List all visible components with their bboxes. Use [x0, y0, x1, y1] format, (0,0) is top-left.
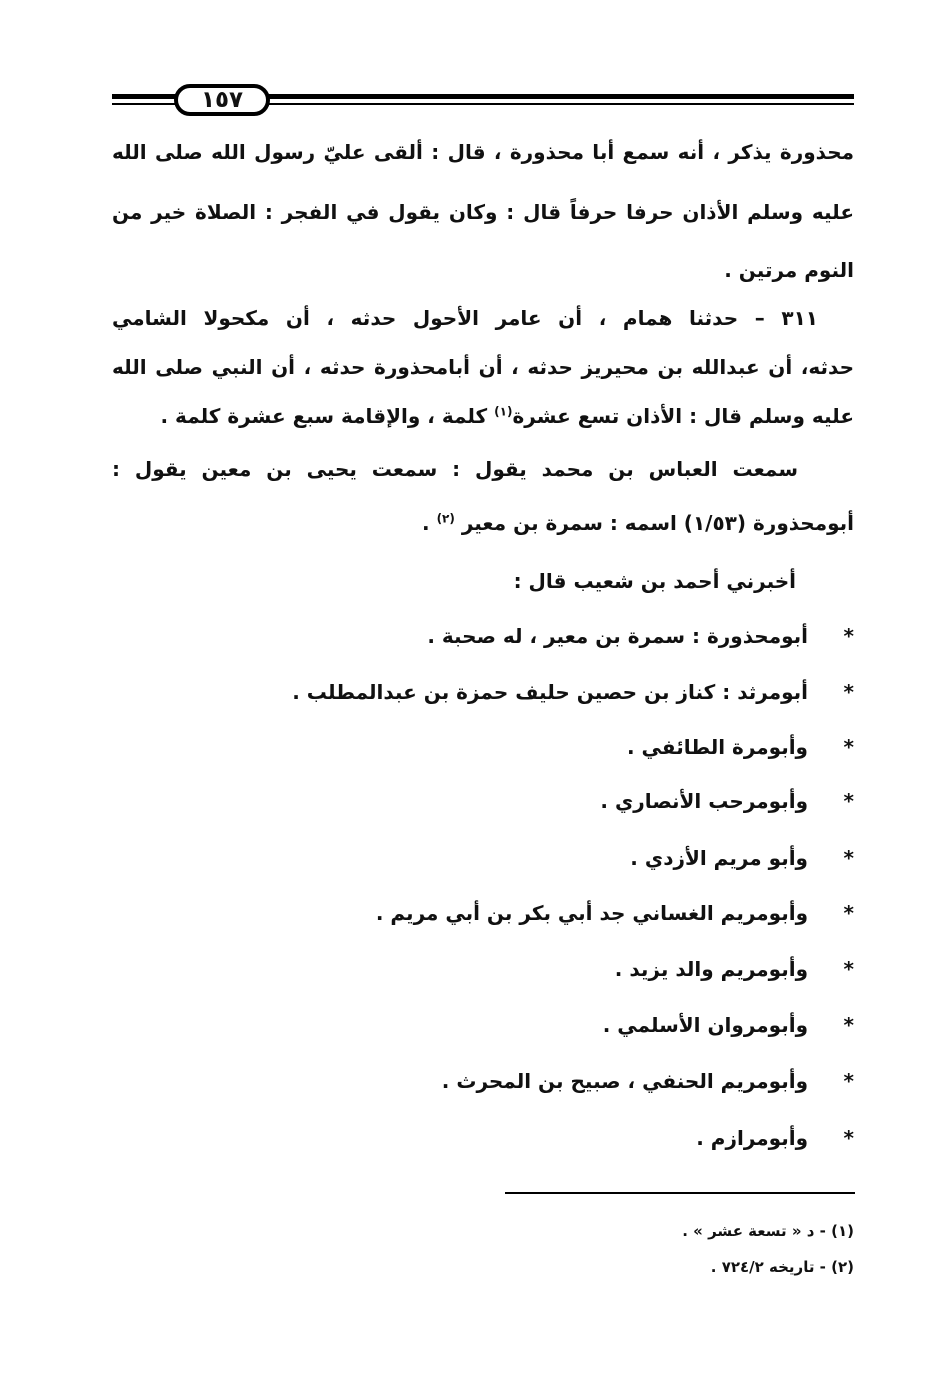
- text-line: حدثه، أن عبدالله بن محيريز حدثه ، أن أبامحذورة حدثه ، أن النبي صلى الله: [112, 355, 854, 379]
- list-item: *وأبومريم الغساني جد أبي بكر بن أبي مريم .: [375, 901, 854, 925]
- text-line: النوم مرتين .: [724, 258, 854, 282]
- list-item: *وأبومريم والد يزيد .: [614, 957, 854, 981]
- bullet-star: *: [843, 680, 854, 704]
- list-item: *وأبومرحب الأنصاري .: [600, 789, 854, 813]
- footnote-ref: (١): [494, 404, 513, 419]
- list-item: *وأبومريم الحنفي ، صبيح بن المحرث .: [441, 1069, 854, 1093]
- bullet-star: *: [843, 1126, 854, 1150]
- bullet-star: *: [843, 624, 854, 648]
- bullet-star: *: [843, 789, 854, 813]
- text-segment: أبومحذورة (١/٥٣) اسمه : سمرة بن معير: [461, 511, 854, 535]
- text-segment: كلمة ، والإقامة سبع عشرة كلمة .: [160, 404, 488, 428]
- footnote: (٢) - تاريخه ٧٢٤/٢ .: [710, 1258, 854, 1276]
- bullet-star: *: [843, 1013, 854, 1037]
- footnote-ref: (٢): [436, 511, 455, 526]
- bullet-star: *: [843, 1069, 854, 1093]
- bullet-star: *: [843, 846, 854, 870]
- list-item: *وأبومرازم .: [696, 1126, 854, 1150]
- text-line: ٣١١ – حدثنا همام ، أن عامر الأحول حدثه ، أن مكحولا الشامي: [112, 306, 818, 330]
- text-line: عليه وسلم الأذان حرفا حرفاً قال : وكان يقول في الفجر : الصلاة خير من: [112, 200, 854, 224]
- list-item: *وأبو مريم الأزدي .: [630, 846, 854, 870]
- bullet-star: *: [843, 735, 854, 759]
- page-header: [112, 84, 854, 118]
- page-number: ١٥٧: [174, 84, 270, 116]
- footnote: (١) - د « تسعة عشر » .: [682, 1222, 854, 1240]
- list-item: *أبومحذورة : سمرة بن معير ، له صحبة .: [427, 624, 854, 648]
- text-line: محذورة يذكر ، أنه سمع أبا محذورة ، قال : ألقى عليّ رسول الله صلى الله: [112, 140, 854, 164]
- bullet-star: *: [843, 901, 854, 925]
- footnote-divider: [505, 1192, 855, 1194]
- list-item: *أبومرثد : كناز بن حصين حليف حمزة بن عبدالمطلب .: [292, 680, 854, 704]
- list-item: *وأبومروان الأسلمي .: [602, 1013, 854, 1037]
- list-item: *وأبومرة الطائفي .: [627, 735, 854, 759]
- text-line: أبومحذورة (١/٥٣) اسمه : سمرة بن معير $^{(٢)}$ .: [422, 511, 854, 535]
- text-line: سمعت العباس بن محمد يقول : سمعت يحيى بن معين يقول :: [112, 457, 798, 481]
- text-segment: عليه وسلم قال : الأذان تسع عشرة: [512, 404, 854, 428]
- bullet-star: *: [843, 957, 854, 981]
- text-line: أخبرني أحمد بن شعيب قال :: [513, 569, 796, 593]
- text-line: [161, 404, 855, 428]
